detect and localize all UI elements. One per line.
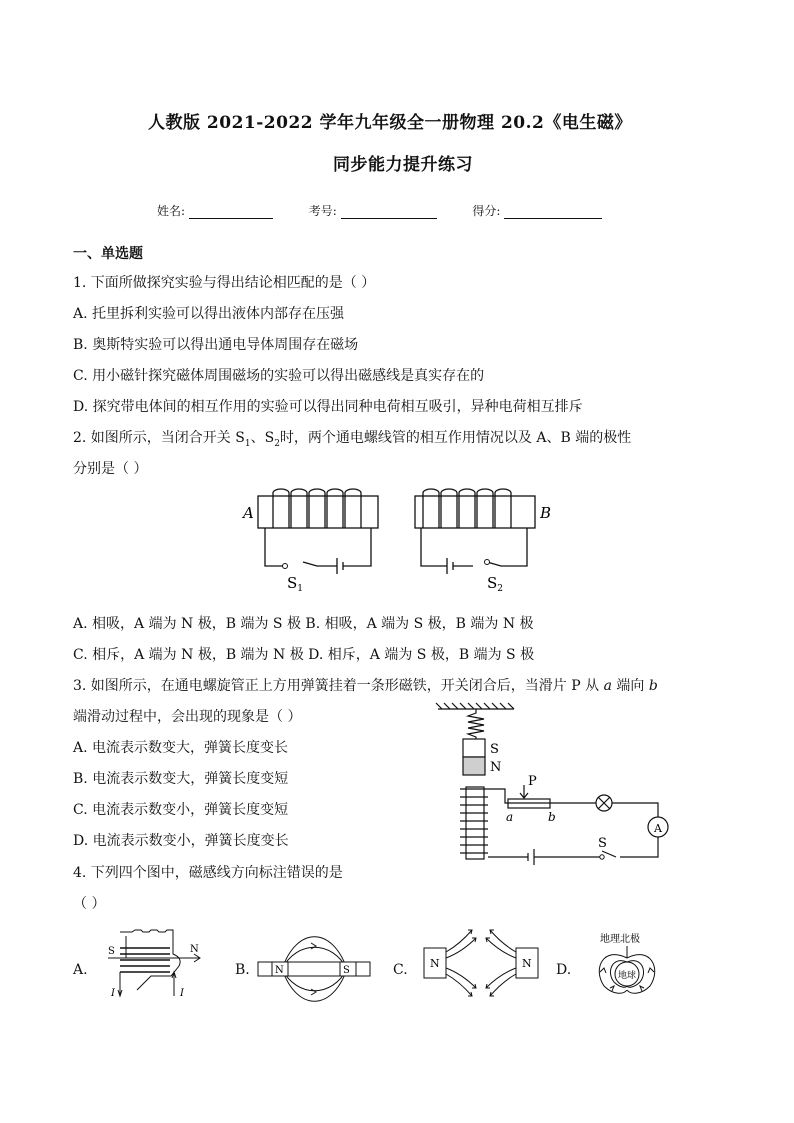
name-label: 姓名:	[157, 204, 186, 218]
fig-c-n-right: N	[522, 957, 532, 970]
q2-options-ab[interactable]: A. 相吸，A 端为 N 极，B 端为 S 极 B. 相吸，A 端为 S 极，B 端为 N 极	[73, 616, 534, 632]
left-coil-turns	[273, 489, 361, 528]
q3-stem-pre: 3. 如图所示，在通电螺旋管正上方用弹簧挂着一条形磁铁，开关闭合后，当滑片 P 从	[73, 678, 604, 694]
exam-number-field[interactable]	[341, 204, 437, 219]
q3-option-b[interactable]: B. 电流表示数变大，弹簧长度变短	[73, 771, 289, 787]
q1-option-c[interactable]: C. 用小磁针探究磁体周围磁场的实验可以得出磁感线是真实存在的	[73, 368, 485, 384]
fig-c-n-left: N	[430, 957, 440, 970]
q4-fig-a	[96, 926, 211, 1002]
left-field-lines	[446, 930, 476, 996]
spring	[468, 709, 484, 739]
q2-stem-mid: 、S	[250, 430, 275, 446]
name-field[interactable]	[189, 204, 273, 219]
info-fields	[157, 202, 602, 219]
q3-stem-line-2: 端滑动过程中，会出现的现象是（ ）	[73, 709, 302, 725]
q1-option-b[interactable]: B. 奥斯特实验可以得出通电导体周围存在磁场	[73, 337, 359, 353]
lamp-cross	[598, 797, 610, 809]
magnet-n-half	[463, 757, 485, 775]
switch-1-label: $S_1$	[287, 574, 304, 594]
q3-option-d[interactable]: D. 电流表示数变小，弹簧长度变长	[73, 833, 289, 849]
section-heading: 一、单选题	[73, 246, 143, 262]
q4-stem-line-2: （ ）	[73, 896, 106, 912]
main-circuit-wire	[488, 803, 658, 865]
label-a: A	[243, 504, 254, 522]
fig-a-s: S	[108, 946, 115, 957]
q2-stem-post: 时，两个通电螺线管的相互作用情况以及 A、B 端的极性	[279, 430, 632, 446]
q1-option-a[interactable]: A. 托里拆利实验可以得出液体内部存在压强	[73, 306, 345, 322]
q3-stem-mid: 端向	[611, 678, 649, 694]
title-line-2: 同步能力提升练习	[333, 155, 473, 175]
q3-option-a[interactable]: A. 电流表示数变大，弹簧长度变长	[73, 740, 289, 756]
q4-fig-c	[420, 926, 545, 1006]
solenoid-core	[466, 787, 484, 859]
q2-stem-pre: 2. 如图所示，当闭合开关 S	[73, 430, 245, 446]
fig-d-label: 地理北极	[600, 934, 640, 945]
q3-a-italic: a	[603, 678, 612, 694]
magnet-s-label: S	[490, 742, 499, 757]
fig-d-earth: 地球	[618, 971, 637, 981]
q4-option-b-label[interactable]: B.	[235, 962, 250, 978]
exam-number-label: 考号:	[308, 204, 337, 218]
q2-s1-sub: 1	[244, 438, 251, 449]
q2-s2-sub: 2	[274, 438, 280, 449]
current-arrow-right	[172, 972, 176, 996]
q4-option-d-label[interactable]: D.	[556, 962, 572, 978]
q2-stem-line-2: 分别是（ ）	[73, 461, 148, 477]
right-field-lines	[486, 930, 516, 996]
switch-contact	[600, 855, 604, 859]
q3-circuit-figure	[430, 705, 670, 865]
left-solenoid-core	[258, 496, 378, 528]
fig-b-n: N	[275, 965, 284, 976]
q4-stem-line-1: 4. 下列四个图中，磁感线方向标注错误的是	[73, 865, 343, 881]
switch-2-label: $S_2$	[487, 574, 504, 594]
magnet-n-label: N	[490, 760, 502, 775]
right-coil-turns	[423, 489, 511, 528]
switch-1-contact	[283, 564, 288, 569]
field-arrows	[468, 930, 494, 996]
score-field[interactable]	[504, 204, 602, 219]
ceiling-hatch	[436, 703, 514, 709]
label-b: B	[540, 504, 552, 522]
q2-solenoid-figure	[235, 488, 565, 600]
q4-fig-d	[584, 928, 674, 1004]
q2-stem-line-1	[73, 427, 631, 449]
switch-2-contact	[485, 560, 490, 565]
rheostat-b-label: b	[548, 810, 556, 824]
fig-a-i2: I	[180, 988, 184, 999]
q3-option-c[interactable]: C. 电流表示数变小，弹簧长度变短	[73, 802, 289, 818]
coil	[120, 948, 170, 972]
q1-stem: 1. 下面所做探究实验与得出结论相匹配的是（ ）	[73, 275, 376, 291]
right-circuit-wire	[421, 528, 527, 574]
q4-option-a-label[interactable]: A.	[73, 962, 88, 978]
title-line-1: 人教版 2021-2022 学年九年级全一册物理 20.2《电生磁》	[148, 113, 632, 133]
fig-a-n: N	[190, 944, 199, 955]
q1-option-d[interactable]: D. 探究带电体间的相互作用的实验可以得出同种电荷相互吸引，异种电荷相互排斥	[73, 399, 583, 415]
q2-options-cd[interactable]: C. 相斥，A 端为 N 极，B 端为 N 极 D. 相斥，A 端为 S 极，B 端为 S 极	[73, 647, 535, 663]
left-circuit-wire	[265, 528, 371, 574]
fig-a-i1: I	[111, 988, 115, 999]
q3-stem-line-1	[73, 675, 658, 695]
q3-b-italic: b	[648, 678, 658, 694]
score-label: 得分:	[472, 204, 501, 218]
rheostat-a-label: a	[506, 810, 514, 824]
slider-wire	[488, 789, 550, 803]
switch-label: S	[598, 836, 607, 851]
ammeter-label: A	[654, 822, 662, 835]
fig-b-s: S	[343, 965, 350, 976]
q4-fig-b	[252, 930, 377, 1008]
q4-option-c-label[interactable]: C.	[393, 962, 408, 978]
slider-p-label: P	[528, 774, 537, 789]
magnet-s-half	[463, 739, 485, 757]
current-arrow-left	[118, 972, 122, 996]
